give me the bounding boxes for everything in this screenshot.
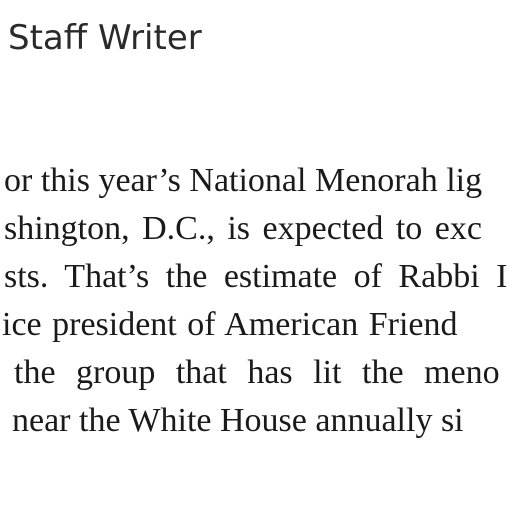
body-line: near the White House annually si <box>12 402 464 439</box>
body-line: or this year’s National Menorah lig <box>4 162 483 199</box>
body-line: the group that has lit the meno <box>14 354 500 391</box>
body-line: ice president of American Friend <box>2 306 458 343</box>
byline: Staff Writer <box>8 18 202 58</box>
body-line: shington, D.C., is expected to exc <box>4 210 482 247</box>
article-body <box>0 157 512 445</box>
body-line: sts. That’s the estimate of Rabbi I <box>4 258 508 295</box>
